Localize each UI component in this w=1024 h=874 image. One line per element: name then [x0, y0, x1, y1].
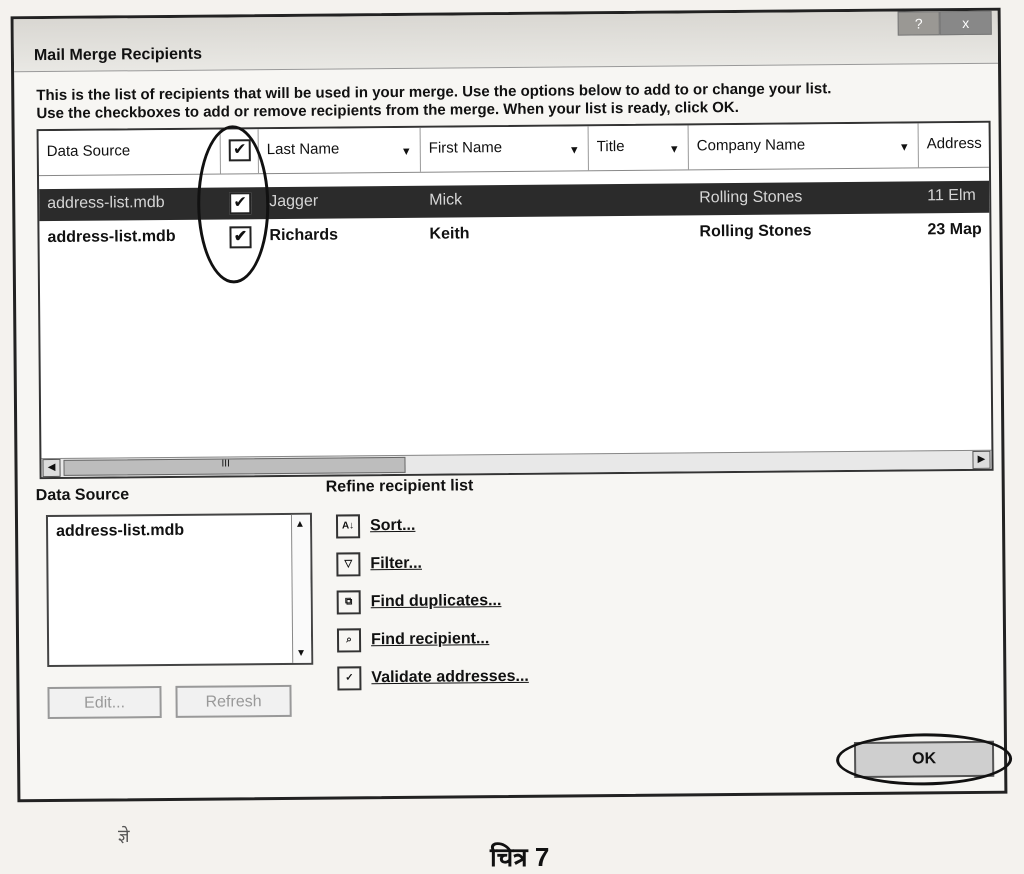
dialog-title: Mail Merge Recipients — [33, 45, 203, 65]
help-button[interactable]: ? — [898, 11, 940, 35]
instruction-line-1: This is the list of recipients that will be used in your merge. Use the options below to add to or change your list. — [36, 80, 832, 105]
edit-button[interactable]: Edit... — [47, 686, 161, 719]
instruction-line-2: Use the checkboxes to add or remove recipients from the merge. When your list is ready, click OK. — [36, 98, 739, 123]
column-header-company-name[interactable] — [689, 123, 919, 169]
recipient-checkbox[interactable]: ✔ — [229, 226, 251, 248]
scroll-right-icon[interactable]: ▶ — [972, 451, 990, 469]
find-duplicates-link[interactable] — [337, 589, 502, 614]
margin-note: ज्ञे — [118, 826, 130, 846]
column-label-title: Title — [596, 137, 625, 156]
cell-last-name: Richards — [269, 226, 339, 245]
column-header-title[interactable] — [589, 125, 689, 170]
sort-link-label: Sort... — [369, 516, 416, 535]
dropdown-arrow-icon[interactable]: ▼ — [668, 143, 680, 156]
instructions — [36, 79, 976, 123]
filter-link-label: Filter... — [370, 554, 423, 573]
validate-addresses-link[interactable] — [337, 665, 529, 691]
close-button[interactable]: x — [940, 11, 992, 35]
column-header-address[interactable]: Address — [926, 134, 982, 153]
validate-icon: ✓ — [337, 666, 361, 690]
dropdown-arrow-icon[interactable]: ▼ — [898, 141, 910, 154]
find-recipient-link[interactable] — [337, 627, 489, 652]
annotation-circle — [197, 125, 270, 284]
cell-address: 23 Map — [927, 220, 982, 239]
cell-first-name: Keith — [429, 225, 470, 243]
title-bar — [14, 11, 998, 73]
column-label-company-name: Company Name — [696, 136, 806, 155]
scrollbar-grip: III — [221, 458, 230, 470]
find-recipient-label: Find recipient... — [370, 630, 490, 649]
mail-merge-recipients-dialog — [11, 8, 1008, 803]
find-duplicates-label: Find duplicates... — [370, 592, 502, 611]
data-source-list[interactable] — [46, 513, 313, 667]
data-source-item[interactable]: address-list.mdb — [56, 521, 185, 540]
data-source-label: Data Source — [35, 486, 130, 505]
column-label-first-name: First Name — [428, 139, 503, 157]
ok-button[interactable]: OK — [854, 741, 994, 778]
cell-data-source: address-list.mdb — [47, 193, 165, 213]
scroll-up-icon[interactable]: ▲ — [294, 518, 305, 530]
cell-company: Rolling Stones — [699, 222, 812, 241]
column-header-data-source[interactable]: Data Source — [39, 130, 221, 176]
column-label-last-name: Last Name — [266, 140, 340, 159]
select-all-checkbox[interactable]: ✔ — [229, 139, 251, 161]
cell-first-name: Mick — [429, 191, 463, 209]
validate-addresses-label: Validate addresses... — [371, 667, 529, 687]
sort-link[interactable] — [336, 514, 416, 539]
dropdown-arrow-icon[interactable]: ▼ — [568, 144, 580, 157]
horizontal-scrollbar[interactable] — [41, 450, 991, 477]
refresh-button[interactable]: Refresh — [175, 685, 291, 718]
cell-data-source: address-list.mdb — [47, 227, 176, 247]
cell-address: 11 Elm — [927, 186, 976, 205]
recipient-checkbox[interactable]: ✔ — [229, 192, 251, 214]
table-header — [39, 123, 989, 176]
recipients-table — [37, 121, 994, 479]
filter-icon: ▽ — [336, 552, 360, 576]
sort-icon: A↓ — [336, 514, 360, 538]
cell-company: Rolling Stones — [699, 188, 803, 207]
scrollbar-thumb[interactable] — [63, 457, 405, 476]
scroll-down-icon[interactable]: ▼ — [296, 647, 307, 659]
refine-recipient-list-label: Refine recipient list — [325, 477, 474, 496]
column-header-last-name[interactable] — [259, 128, 421, 173]
vertical-scrollbar[interactable] — [291, 515, 311, 663]
scroll-left-icon[interactable]: ◀ — [42, 459, 60, 477]
cell-last-name: Jagger — [269, 192, 319, 211]
duplicates-icon: ⧉ — [337, 590, 361, 614]
filter-link[interactable] — [336, 552, 422, 577]
figure-caption: चित्र 7 — [490, 842, 550, 872]
column-header-first-name[interactable] — [421, 126, 589, 171]
table-row[interactable] — [39, 215, 989, 255]
dropdown-arrow-icon[interactable]: ▼ — [400, 145, 412, 158]
annotation-circle — [836, 733, 1012, 787]
find-icon: ⌕ — [337, 628, 361, 652]
